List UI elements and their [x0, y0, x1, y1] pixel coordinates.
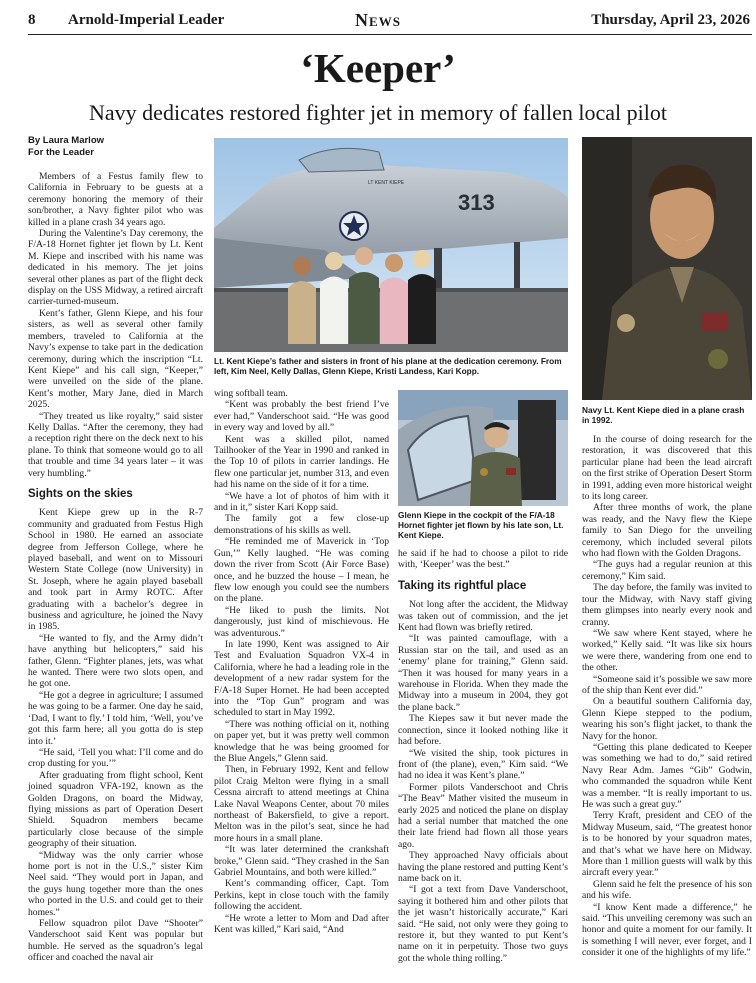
paragraph: Not long after the accident, the Midway was taken out of commission, and the jet Kent had flown was briefly retired.	[398, 599, 568, 634]
dedication-photo	[214, 138, 568, 352]
paragraph: “Getting this plane dedicated to Keeper was something we had to do,” said retired Navy Rear Adm. James “Gib” Godwin, who commanded the squadron while Kent was a member. “It is really important to us. He was such a great guy.”	[582, 741, 752, 810]
portrait-photo	[582, 137, 752, 400]
subhead-rightful-place: Taking its rightful place	[398, 579, 527, 592]
paragraph: The family got a few close-up demonstrations of his skills as well.	[214, 513, 389, 536]
paragraph: Kent was a skilled pilot, named Tailhooker of the Year in 1990 and ranked in the Top 10 of pilots in carrier landings. He flew one particular jet, number 313, and even had his name on the side of it for a time.	[214, 433, 389, 491]
paragraph: “I know Kent made a difference,” he said. “This unveiling ceremony was such an honor and quite a moment for our family. It is something I will never, ever forget, and I consider it one of the highlights of my life.”	[582, 901, 752, 959]
paragraph: he said if he had to choose a pilot to ride with, ‘Keeper’ was the best.”	[398, 548, 568, 571]
paper-name: Arnold-Imperial Leader	[68, 12, 225, 28]
paragraph: wing softball team.	[214, 388, 288, 399]
cockpit-illustration	[398, 390, 568, 506]
byline-author: By Laura Marlow	[28, 135, 105, 146]
paragraph: Fellow squadron pilot Dave “Shooter” Vanderschoot said Kent was popular but humble. He served as the squadron’s legal officer and coached the naval air	[28, 918, 203, 964]
paragraph: “It was painted camouflage, with a Russian star on the tail, and used as an ‘enemy’ plane for training,” Glenn said. “Then it was housed for many years in a warehouse in Florida. When they made the Midway into a museum in 2004, they got the plane back.”	[398, 633, 568, 713]
paragraph: “He reminded me of Maverick in ‘Top Gun,’” Kelly laughed. “He was coming down the river from Scott (Air Force Base) once, and he buzzed the house – I mean, he flew low enough you could see the numbers on the plane.	[214, 536, 389, 605]
cockpit-caption: Glenn Kiepe in the cockpit of the F/A-18 Hornet fighter jet flown by his late son, Lt. Kent Kiepe.	[398, 510, 564, 540]
page-number: 8	[28, 12, 36, 28]
main-photo-caption: Lt. Kent Kiepe’s father and sisters in front of his plane at the dedication ceremony. From left, Kim Neel, Kelly Dallas, Glenn Kiepe, Kristi Landess, Kari Kopp.	[214, 356, 562, 376]
paragraph: “They treated us like royalty,” said sister Kelly Dallas. “After the ceremony, they had a reception right there on the deck next to his plane. To think that someone would go to all that trouble and time 34 years later – it was very humbling.”	[28, 410, 203, 479]
paragraph: “We saw where Kent stayed, where he worked,” Kelly said. “It was like six hours we were there, wandering from one end to the other.	[582, 627, 752, 674]
issue-date: Thursday, April 23, 2026	[591, 12, 750, 28]
masthead-rule	[28, 34, 752, 35]
paragraph: After graduating from flight school, Kent joined squadron VFA-192, known as the Golden Dragons, on board the Midway, flying missions as part of Operation Desert Shield. Squadron members became particularly close because of the simple geography of their situation.	[28, 769, 203, 850]
paragraph: Members of a Festus family flew to California in February to be guests at a ceremony honoring the memory of their son/brother, a Navy fighter pilot who was killed in a plane crash 34 years ago.	[28, 171, 203, 228]
paragraph: Former pilots Vanderschoot and Chris “The Beav” Mather visited the museum in early 2025 and noticed the plane on display had a serial number that matched the one their late friend had flown all those years ago.	[398, 781, 568, 850]
paragraph: “He said, ‘Tell you what: I’ll come and do crop dusting for you.’”	[28, 746, 203, 770]
paragraph: The day before, the family was invited to tour the Midway, with Navy staff giving them glimpses into nearly every nook and cranny.	[582, 582, 752, 628]
paragraph: “I got a text from Dave Vanderschoot, saying it bothered him and other pilots that the jet wasn’t historically accurate,” Kari said. “He said, not only were they going to restore it, but they wanted to put Kent’s name on it in perpetuity. Those two guys got the whole thing rolling.”	[398, 884, 568, 964]
paragraph: “Kent was probably the best friend I’ve ever had,” Vanderschoot said. “He was good in every way and loved by all.”	[214, 399, 389, 434]
column-2	[214, 388, 389, 936]
paragraph: In the course of doing research for the restoration, it was discovered that this particular plane had been the lead aircraft on the first strike of Operation Desert Storm in 1991, adding even more historical weight to its long career.	[582, 434, 752, 503]
paragraph: After three months of work, the plane was ready, and the Navy flew the Kiepe family to San Diego for the unveiling ceremony, which included several pilots who had flown with the Golden Dragons.	[582, 502, 752, 560]
canopy-inscription: LT KENT KIEPE	[368, 180, 405, 186]
paragraph: “There was nothing official on it, nothing on paper yet, but it was pretty well common knowledge that he was being groomed for the Blue Angels,” Glenn said.	[214, 718, 389, 764]
paragraph: The Kiepes saw it but never made the connection, since it looked nothing like it had before.	[398, 713, 568, 748]
paragraph: “Midway was the only carrier whose home port is not in the U.S.,” sister Kim Neel said. “They would port in Japan, and the guys hung together more than the ones who ported in the U.S. and could get to their homes.”	[28, 849, 203, 918]
nose-number: 313	[458, 190, 495, 215]
cockpit-photo	[398, 390, 568, 506]
paragraph: “He got a degree in agriculture; I assumed he was going to be a farmer. One day he said, ‘Dad, I want to fly.’ I told him, ‘Well, you’ve got this farm here; all you gotta do is step into it.’	[28, 689, 203, 747]
subhead-sights: Sights on the skies	[28, 487, 133, 500]
paragraph: On a beautiful southern California day, Glenn Kiepe stepped to the podium, wearing his son’s flight jacket, to thank the Navy for the honor.	[582, 696, 752, 742]
byline-affiliation: For the Leader	[28, 147, 94, 158]
byline	[28, 135, 203, 159]
section-label: News	[355, 10, 401, 30]
deck-subheadline: Navy dedicates restored fighter jet in memory of fallen local pilot	[89, 100, 667, 125]
headline: ‘Keeper’	[300, 45, 456, 91]
paragraph: “Someone said it’s possible we saw more of the ship than Kent ever did.”	[582, 673, 752, 696]
paragraph: “The guys had a regular reunion at this ceremony,” Kim said.	[582, 559, 752, 582]
paragraph: “He wanted to fly, and the Army didn’t have anything but helicopters,” said his father, Glenn. “Fighter planes, jets, was what he wanted. There were two slots open, and he got one.	[28, 632, 203, 690]
paragraph: Then, in February 1992, Kent and fellow pilot Craig Melton were flying in a small Cessna aircraft to attend meetings at China Lake Naval Weapons Center, about 70 miles northeast of Bakersfield, to give a report. Melton was in the pilot’s seat, since he had more hours in a small plane.	[214, 764, 389, 844]
portrait-caption: Navy Lt. Kent Kiepe died in a plane crash in 1992.	[582, 405, 745, 425]
column-3	[398, 548, 568, 964]
column-1	[28, 171, 203, 964]
paragraph: Kent’s commanding officer, Capt. Tom Perkins, kept in close touch with the family following the accident.	[214, 878, 389, 913]
paragraph: “It was later determined the crankshaft broke,” Glenn said. “They crashed in the San Gabriel Mountains, and both were killed.”	[214, 844, 389, 879]
paragraph: “He wrote a letter to Mom and Dad after Kent was killed,” Kari said, “And	[214, 912, 389, 936]
jet-family-illustration	[214, 138, 568, 352]
paragraph: Terry Kraft, president and CEO of the Midway Museum, said, “The greatest honor is to be honored by your squadron mates, and that’s what we have here on Midway. More than 1 million guests will walk by this aircraft every year.”	[582, 810, 753, 879]
paragraph: “We visited the ship, took pictures in front of (the plane), even,” Kim said. “We had no idea it was Kent’s plane.”	[398, 747, 568, 782]
masthead	[0, 0, 756, 34]
paragraph: They approached Navy officials about having the plane restored and putting Kent’s name back on it.	[398, 850, 568, 884]
paragraph: Glenn said he felt the presence of his son and his wife.	[582, 878, 752, 902]
paragraph: In late 1990, Kent was assigned to Air Test and Evaluation Squadron VX-4 in California, where he had a leading role in the development of a new radar system for the F/A-18 Super Hornet. He had been accepted into the “Top Gun” program and was scheduled to start in May 1992.	[214, 638, 389, 719]
paragraph: “We have a lot of photos of him with it and in it,” sister Kari Kopp said.	[214, 490, 389, 514]
paragraph: Kent’s father, Glenn Kiepe, and his four sisters, as well as several other family members, traveled to California at the Navy’s expense to take part in the dedication ceremony, during which the inscription “Lt. Kent Kiepe” and his call sign, “Keeper,” were unveiled on the side of the plane. Kent’s mother, Mary Jane, died in March 2025.	[28, 307, 203, 411]
pilot-portrait-illustration	[582, 137, 752, 400]
paragraph: Kent Kiepe grew up in the R-7 community and graduated from Festus High School in 1980. He earned an associate degree from Jefferson College, where he played baseball, and went on to Missouri Western State College (now University) in St. Joseph, where he again played baseball and took part in Army ROTC. After graduating with a bachelor’s degree in business and agriculture, he joined the Navy in 1985.	[28, 507, 203, 633]
paragraph: “He liked to push the limits. Not dangerously, just kind of mischievous. He was adventurous.”	[214, 604, 389, 639]
paragraph: During the Valentine’s Day ceremony, the F/A-18 Hornet fighter jet flown by Lt. Kent M. Kiepe and inscribed with his name was dedicated in his memory. The jet joins several other planes as part of the flight deck display on the USS Midway, a retired aircraft carrier-turned-museum.	[28, 228, 203, 308]
column-4	[582, 434, 752, 959]
